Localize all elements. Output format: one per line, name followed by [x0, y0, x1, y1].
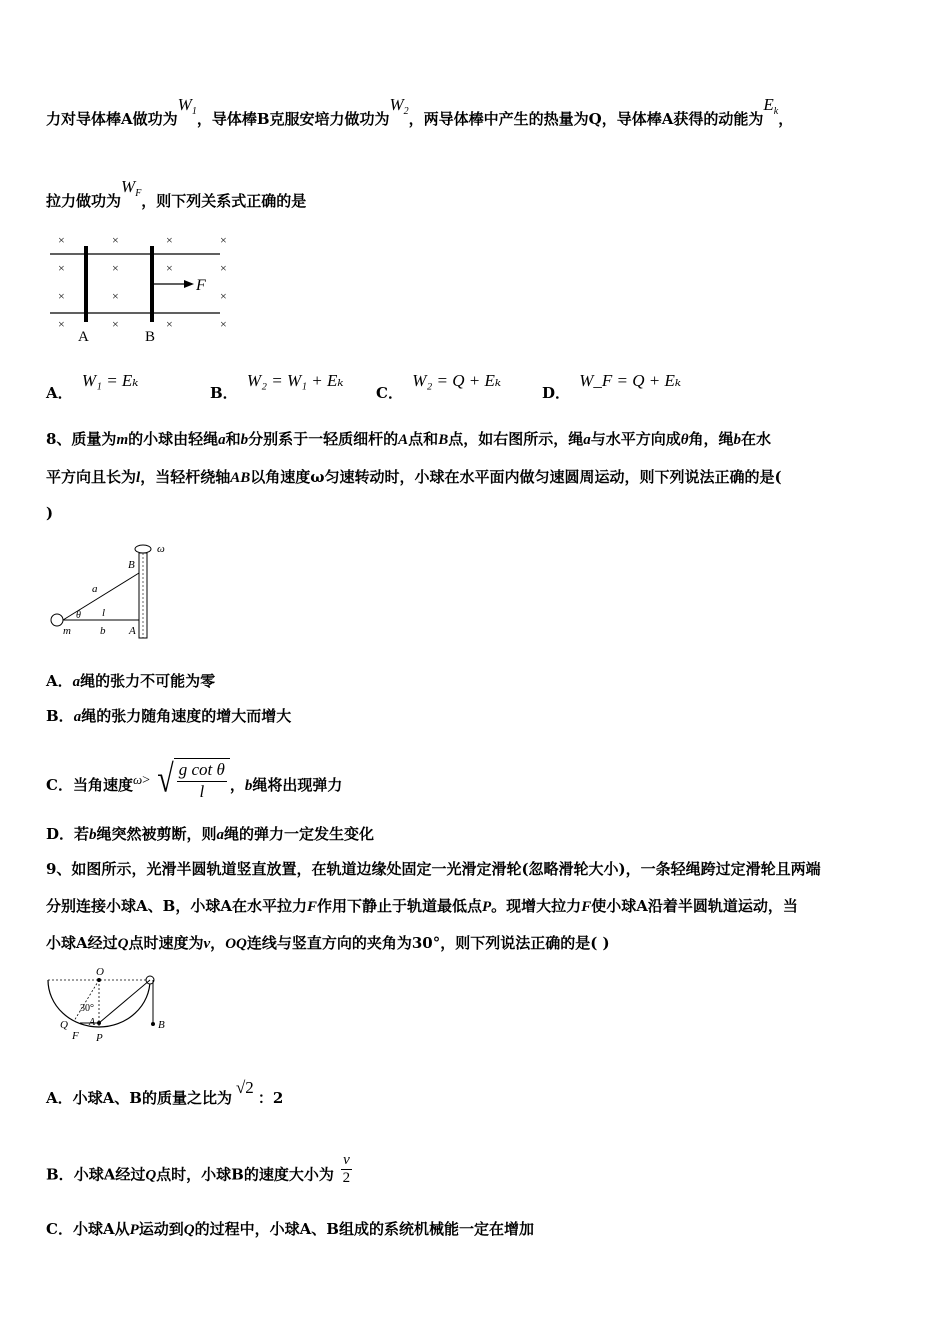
field-mark: ×	[58, 317, 65, 331]
force-arrow-head	[184, 280, 194, 288]
fraction: $\frac{v}{2}$	[342, 1152, 351, 1186]
field-mark: ×	[220, 289, 227, 303]
q9-line-2: 分别连接小球A、B，小球A在水平拉力F作用下静止于轨道最低点P。现增大拉力F使小球A沿着半圆轨道运动，当	[46, 897, 798, 915]
field-mark: ×	[166, 261, 173, 275]
label-a-point: A	[129, 625, 136, 637]
field-mark: ×	[220, 317, 227, 331]
q8-figure	[46, 540, 176, 642]
q9-option-a[interactable]: A．小球A、B的质量之比为√2：2	[46, 1078, 284, 1107]
field-mark: ×	[58, 261, 65, 275]
omega-label: ω	[157, 543, 165, 555]
field-mark: ×	[58, 289, 65, 303]
q8-line-1: 8、质量为m的小球由轻绳a和b分别系于一轻质细杆的A点和B点，如右图所示，绳a与水平方向成θ角，绳b在水	[46, 430, 772, 448]
radius-oq	[74, 980, 99, 1021]
rotation-arrow	[135, 545, 151, 553]
label-b-point: B	[128, 559, 135, 571]
q7-option-c[interactable]: C． W₂ = Q + Eₖ	[376, 371, 502, 402]
sqrt-fraction: √ $\frac{\text{g cot θ}}{l}$	[157, 758, 230, 802]
q7-w1: $W_1$	[177, 95, 197, 117]
q9-option-b[interactable]: B．小球A经过Q点时，小球B的速度大小为 $\frac{v}{2}$	[46, 1152, 351, 1186]
field-mark: ×	[58, 233, 65, 247]
label-b: B	[145, 329, 156, 345]
field-mark: ×	[166, 233, 173, 247]
option-formula: W_F = Q + Eₖ	[579, 371, 682, 390]
label-m: m	[63, 625, 71, 637]
label-theta: θ	[76, 610, 81, 621]
rope-a	[63, 573, 139, 620]
q7-line-1	[46, 95, 794, 129]
q7-wf: $W_F$	[121, 177, 142, 199]
q7-figure	[50, 230, 240, 345]
q7-text: ，两导体棒中产生的热量为Q，导体棒A获得的动能为	[408, 110, 764, 128]
ball	[51, 614, 63, 626]
label-l: l	[102, 607, 106, 619]
label-angle: 30°	[80, 1003, 94, 1014]
q8-line-3: )	[46, 504, 54, 522]
label-b: B	[158, 1019, 165, 1031]
field-mark: ×	[220, 261, 227, 275]
label-rope-a: a	[92, 583, 98, 595]
q7-text: ，则下列关系式正确的是	[141, 192, 307, 210]
q8-line-2: 平方向且长为l，当轻杆绕轴AB以角速度ω匀速转动时，小球在水平面内做匀速圆周运动，则下列说法正确的是(	[46, 468, 782, 486]
option-formula: W₂ = Q + Eₖ	[412, 371, 502, 390]
option-formula: W₂ = W₁ + Eₖ	[246, 371, 344, 390]
q7-text: 拉力做功为	[46, 192, 122, 210]
option-formula: W₁ = Eₖ	[81, 371, 139, 390]
q8-option-b[interactable]: B．a绳的张力随角速度的增大而增大	[46, 707, 292, 725]
label-f: F	[72, 1030, 79, 1042]
label-p: P	[96, 1032, 103, 1044]
label-a: A	[78, 329, 89, 345]
q9-figure	[46, 966, 176, 1046]
q7-option-a[interactable]: A． W₁ = Eₖ	[46, 371, 139, 402]
q7-line-2	[46, 177, 307, 211]
ball-b	[151, 1022, 155, 1026]
q7-text: ，	[778, 110, 794, 128]
label-o: O	[96, 966, 104, 978]
q7-text: 力对导体棒A做功为	[46, 110, 178, 128]
label-q: Q	[60, 1019, 68, 1031]
q9-option-c[interactable]: C．小球A从P运动到Q的过程中，小球A、B组成的系统机械能一定在增加	[46, 1220, 534, 1238]
q8-option-d[interactable]: D．若b绳突然被剪断，则a绳的弹力一定发生变化	[46, 825, 375, 843]
label-rope-b: b	[100, 625, 106, 637]
field-mark: ×	[112, 233, 119, 247]
label-f: F	[196, 277, 206, 294]
string-a	[99, 980, 150, 1023]
q7-w2: $W_2$	[389, 95, 409, 117]
field-mark: ×	[112, 317, 119, 331]
field-mark: ×	[112, 289, 119, 303]
q9-line-3: 小球A经过Q点时速度为v，OQ连线与竖直方向的夹角为30°，则下列说法正确的是( )	[46, 934, 610, 952]
q7-text: ，导体棒B克服安培力做功为	[196, 110, 390, 128]
field-mark: ×	[220, 233, 227, 247]
q8-option-c[interactable]: C．当角速度ω> √ $\frac{\text{g cot θ}}{l}$ ，b绳将出现弹力	[46, 757, 343, 801]
q7-ek: $E_k$	[763, 95, 779, 117]
label-a: A	[89, 1017, 96, 1028]
q8-option-a[interactable]: A．a绳的张力不可能为零	[46, 672, 216, 690]
field-mark: ×	[166, 317, 173, 331]
q9-line-1: 9、如图所示，光滑半圆轨道竖直放置，在轨道边缘处固定一光滑定滑轮(忽略滑轮大小)，一条轻绳跨过定滑轮且两端	[46, 860, 821, 878]
point-o	[97, 978, 101, 982]
q7-option-b[interactable]: B． W₂ = W₁ + Eₖ	[210, 371, 344, 402]
q7-option-d[interactable]: D． W_F = Q + Eₖ	[542, 371, 682, 402]
field-mark: ×	[112, 261, 119, 275]
